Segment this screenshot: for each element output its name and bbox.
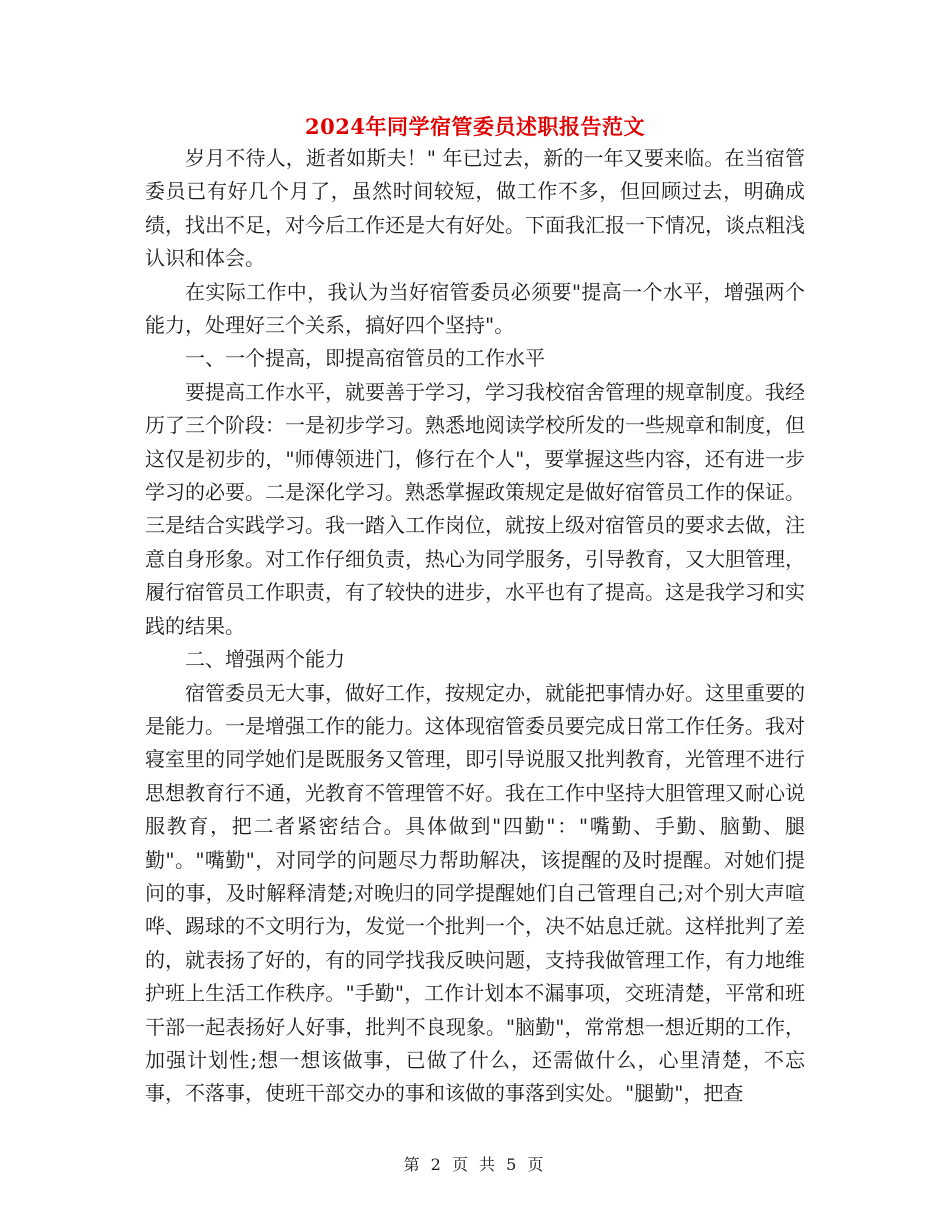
- paragraph: 要提高工作水平，就要善于学习，学习我校宿舍管理的规章制度。我经历了三个阶段：一是初步学习。熟悉地阅读学校所发的一些规章和制度，但这仅是初步的，"师傅领进门，修行在个人"，要掌握这些内容，还有进一步学习的必要。二是深化学习。熟悉掌握政策规定是做好宿管员工作的保证。三是结合实践学习。我一踏入工作岗位，就按上级对宿管员的要求去做，注意自身形象。对工作仔细负责，热心为同学服务，引导教育，又大胆管理，履行宿管员工作职责，有了较快的进步，水平也有了提高。这是我学习和实践的结果。: [145, 379, 805, 638]
- paragraph: 宿管委员无大事，做好工作，按规定办，就能把事情办好。这里重要的是能力。一是增强工作的能力。这体现宿管委员要完成日常工作任务。我对寝室里的同学她们是既服务又管理，即引导说服又批判教育，光管理不进行思想教育行不通，光教育不管理管不好。我在工作中坚持大胆管理又耐心说服教育，把二者紧密结合。具体做到"四勤"："嘴勤、手勤、脑勤、腿勤"。"嘴勤"，对同学的问题尽力帮助解决，该提醒的及时提醒。对她们提问的事，及时解释清楚;对晚归的同学提醒她们自己管理自己;对个别大声喧哗、踢球的不文明行为，发觉一个批判一个，决不姑息迁就。这样批判了差的，就表扬了好的，有的同学找我反映问题，支持我做管理工作，有力地维护班上生活工作秩序。"手勤"，工作计划本不漏事项，交班清楚，平常和班干部一起表扬好人好事，批判不良现象。"脑勤"，常常想一想近期的工作，加强计划性;想一想该做事，已做了什么，还需做什么，心里清楚，不忘事，不落事，使班干部交办的事和该做的事落到实处。"腿勤"，把查: [145, 680, 805, 1106]
- section-heading: 一、一个提高，即提高宿管员的工作水平: [185, 346, 545, 371]
- paragraph: 岁月不待人，逝者如斯夫！" 年已过去，新的一年又要来临。在当宿管委员已有好几个月了，虽然时间较短，做工作不多，但回顾过去，明确成绩，找出不足，对今后工作还是大有好处。下面我汇报一下情况，谈点粗浅认识和体会。: [145, 146, 805, 271]
- section-heading: 二、增强两个能力: [185, 647, 345, 672]
- document-body: [145, 142, 805, 1111]
- document-title: 2024年同学宿管委员述职报告范文: [305, 114, 645, 139]
- paragraph: 在实际工作中，我认为当好宿管委员必须要"提高一个水平，增强两个能力，处理好三个关系，搞好四个坚持"。: [145, 279, 805, 338]
- page-number-footer: 第 2 页 共 5 页: [403, 1155, 547, 1174]
